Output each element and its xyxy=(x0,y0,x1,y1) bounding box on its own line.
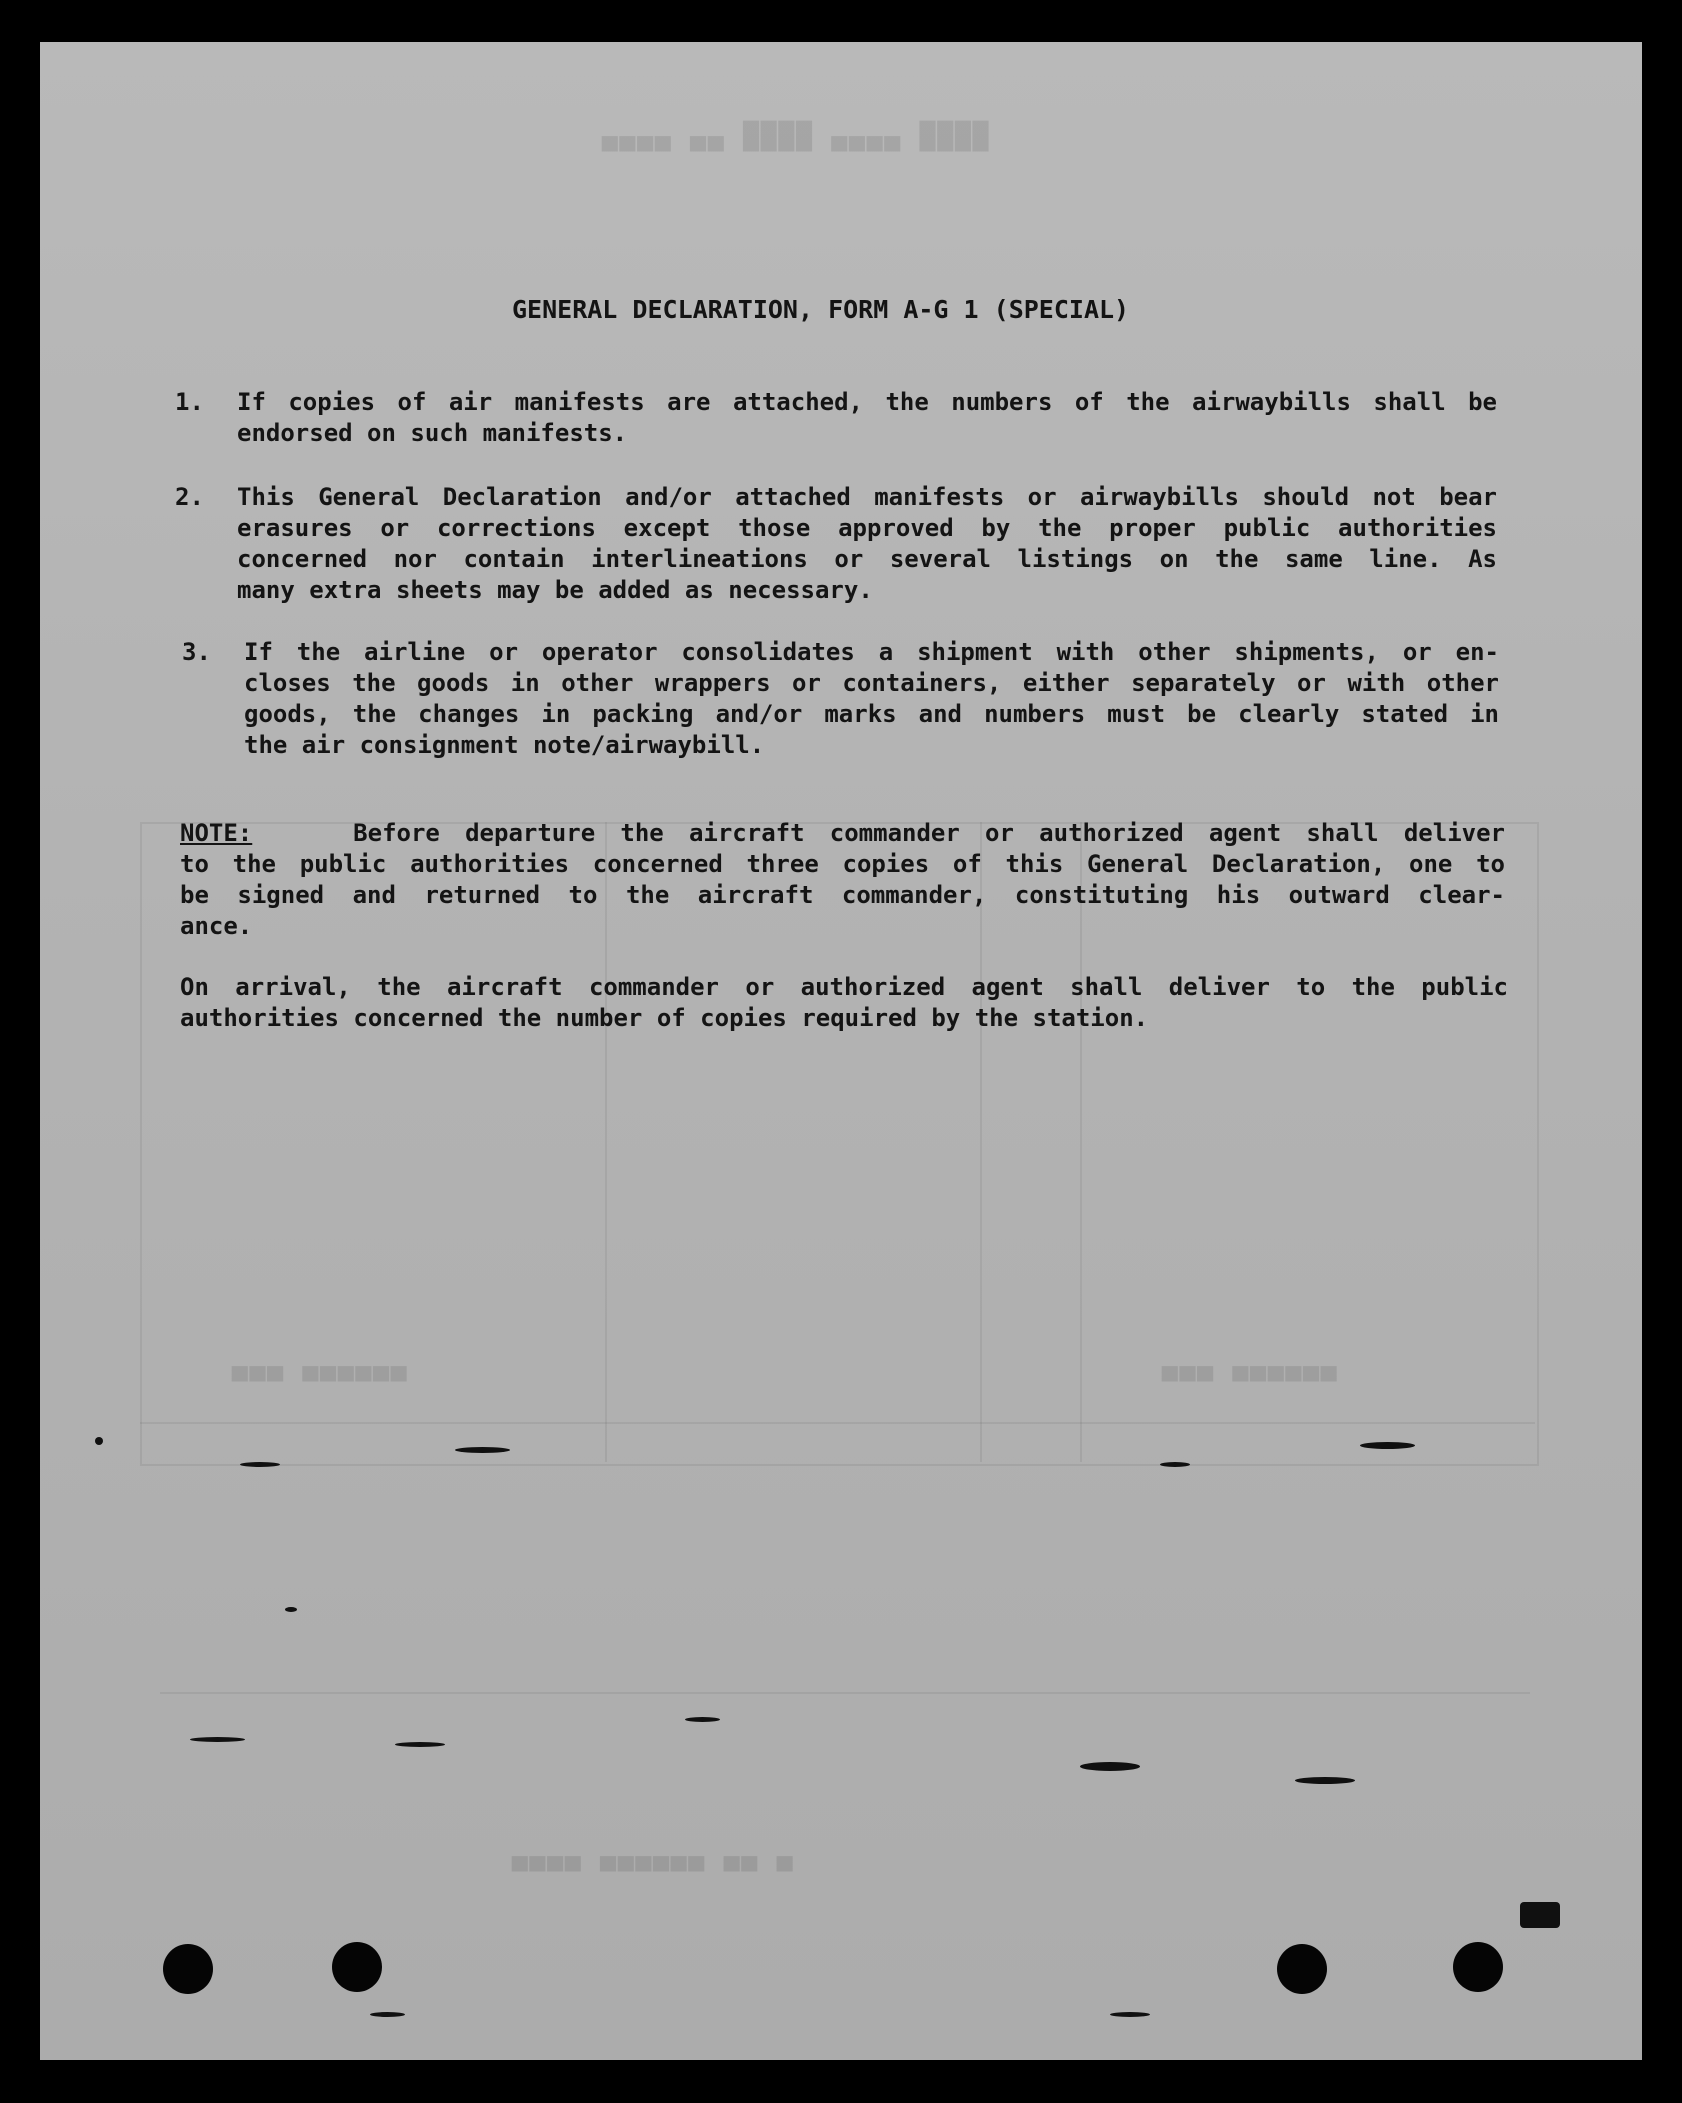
list-item xyxy=(182,637,1522,767)
bleed-through-text: ████ ▄▄▄▄ ████ ▄▄ ▄▄▄▄ xyxy=(600,122,989,152)
note-label: NOTE: xyxy=(180,819,253,847)
list-item xyxy=(175,387,1515,457)
item-text xyxy=(244,637,1499,761)
document-title: GENERAL DECLARATION, FORM A-G 1 (SPECIAL) xyxy=(512,295,1130,324)
arrival-line: On arrival, the aircraft commander or authorized agent shall deliver to the public xyxy=(180,973,1508,1001)
item-line: If copies of air manifests are attached, the numbers of the airwaybills shall be xyxy=(237,388,1497,416)
ink-speck xyxy=(370,2012,405,2017)
ink-speck xyxy=(1295,1777,1355,1784)
item-line: This General Declaration and/or attached manifests or airwaybills should not bear xyxy=(237,483,1497,511)
ink-speck xyxy=(455,1447,510,1453)
bleed-through-rule xyxy=(160,1692,1530,1694)
item-line: closes the goods in other wrappers or containers, either separately or with other xyxy=(244,669,1499,697)
item-number: 2. xyxy=(175,483,204,511)
ink-speck xyxy=(1110,2012,1150,2017)
item-number: 3. xyxy=(182,638,211,666)
punch-hole xyxy=(332,1942,382,1992)
item-line: many extra sheets may be added as necessary. xyxy=(237,576,873,604)
bleed-through-rule xyxy=(140,1422,1535,1424)
list-item xyxy=(175,482,1515,612)
item-text xyxy=(237,482,1497,606)
bleed-through-text: ▄▄▄▄▄▄ ▄▄▄ xyxy=(230,1352,407,1382)
punch-hole xyxy=(1277,1944,1327,1994)
item-line: erasures or corrections except those approved by the proper public authorities xyxy=(237,514,1497,542)
ink-speck xyxy=(190,1737,245,1742)
item-number: 1. xyxy=(175,388,204,416)
ink-speck xyxy=(685,1717,720,1722)
note-paragraph xyxy=(180,818,1505,942)
item-line: If the airline or operator consolidates a shipment with other shipments, or en- xyxy=(244,638,1499,666)
item-line: concerned nor contain interlineations or several listings on the same line. As xyxy=(237,545,1497,573)
ink-speck xyxy=(240,1462,280,1467)
ink-speck xyxy=(1520,1902,1560,1928)
bleed-through-text: ▄ ▄▄ ▄▄▄▄▄▄ ▄▄▄▄ xyxy=(510,1842,793,1872)
arrival-line: authorities concerned the number of copies required by the station. xyxy=(180,1004,1149,1032)
note-first-line xyxy=(180,818,1505,849)
paper-sheet xyxy=(40,42,1642,2060)
ink-speck xyxy=(1080,1762,1140,1771)
note-line: ance. xyxy=(180,912,253,940)
note-line: be signed and returned to the aircraft commander, constituting his outward clear- xyxy=(180,881,1505,909)
note-text: Before departure the aircraft commander or authorized agent shall deliver xyxy=(353,819,1505,847)
item-line: the air consignment note/airwaybill. xyxy=(244,731,765,759)
note-line: to the public authorities concerned three copies of this General Declaration, one to xyxy=(180,850,1505,878)
bleed-through-text: ▄▄▄▄▄▄ ▄▄▄ xyxy=(1160,1352,1337,1382)
ink-speck xyxy=(395,1742,445,1747)
arrival-paragraph xyxy=(180,972,1508,1034)
ink-speck xyxy=(95,1437,103,1445)
punch-hole xyxy=(1453,1942,1503,1992)
ink-speck xyxy=(1360,1442,1415,1449)
item-line: goods, the changes in packing and/or marks and numbers must be clearly stated in xyxy=(244,700,1499,728)
item-text xyxy=(237,387,1497,449)
item-line: endorsed on such manifests. xyxy=(237,419,628,447)
punch-hole xyxy=(163,1944,213,1994)
ink-speck xyxy=(1160,1462,1190,1467)
ink-speck xyxy=(285,1607,297,1612)
